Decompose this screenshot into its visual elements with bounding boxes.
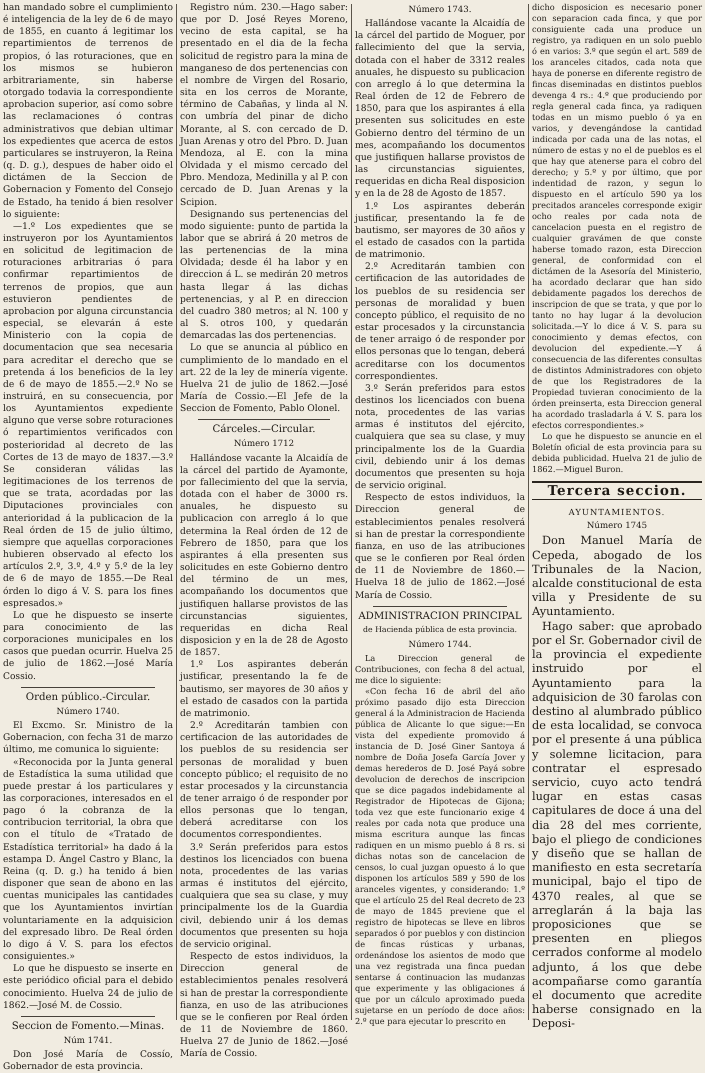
paragraph: Hallándose vacante la Alcaidía de la cárcel del partido de Ayamonte, por fallecimiento del que la servia, dotada con el haber de 3000 rs. anuales, he dispuesto su publicacion con arreglo á lo que determina la Real órden de 12 de Febrero de 1850, para que los aspirantes á ella presenten sus solicitudes en este Gobierno dentro del término de un mes, acompañando los documentos que justifiquen hallarse provistos de las circunstancias siguientes, requeridas en dicha Real disposicion y en la de 28 de Agosto de 1857. <box>180 453 348 659</box>
item-number: Número 1743. <box>408 5 472 15</box>
paragraph: Don Manuel María de Cepeda, abogado de los Tribunales de la Nacion, alcalde constitucional de esta villa y Presidente de su Ayuntamiento. <box>532 534 702 619</box>
item-number: Número 1745 <box>586 521 648 532</box>
item-number: Número 1712 <box>233 439 295 450</box>
item-number: Número 1744. <box>408 639 472 650</box>
paragraph: han mandado sobre el cumplimiento é inteligencia de la ley de 6 de mayo de 1855, en cuanto á legitimar los repartimientos de terrenos de propios, ó las roturaciones, que en los mismos se hubieron arbitrariamente, sin haberse otorgado todavia la correspondiente aprobacion superior, así como sobre las reclamaciones ó contras administrativos que debian ultimar los expedientes que acerca de estos particulares se instruyeron, la Reina (q. D. g.), despues de haber oido el dictámen de la Seccion de Gobernacion y Fomento del Consejo de Estado, ha tenido á bien resolver lo siguiente: <box>3 3 173 220</box>
divider <box>532 499 702 500</box>
paragraph: El Excmo. Sr. Ministro de la Gobernacion, con fecha 31 de marzo último, me comunica lo siguiente: <box>3 721 173 756</box>
column-rule <box>528 4 529 1020</box>
paragraph: 2.º Acreditarán tambien con certificacion de las autoridades de los pueblos de su residencia ser personas de moralidad y buen concepto público; el requisito de no estar procesados y la circunstancia de tener arraigo ó de responder por ellos personas que lo tengan, deberá acreditarse con los documentos correspondientes. <box>180 721 348 841</box>
paragraph: Lo que he dispuesto se anuncie en el Boletín oficial de esta provincia para su debida publicidad. Huelva 21 de julio de 1862.—Miguel Buron. <box>532 431 702 474</box>
paragraph: 3.º Serán preferidos para estos destinos los licenciados con buena nota, procedentes de las varias armas é institutos del ejército, cualquiera que sea su clase, y muy principalmente los de la Guardia civil, debiendo unir á los demas documentos que presenten su hoja de servicio original. <box>180 842 348 950</box>
section-title: Tercera seccion. <box>547 483 687 499</box>
paragraph: Designando sus pertenencias del modo siguiente: punto de partida la labor que se abrirá á 20 metros de las pertenencias de la mina Olvidada; desde él ha labor y en direccion á L. se medirán 20 metros hasta llegar á las dichas pertenencias, y al P. en direccion del cuadro 380 metros; al N. 100 y al S. otros 100, y quedarán demarcadas las dos pertenencias. <box>180 209 348 342</box>
section-subheading: AYUNTAMIENTOS. <box>568 507 666 518</box>
paragraph: 2.º Acreditarán tambien con certificacion de las autoridades de los pueblos de su residencia ser personas de moralidad y buen concepto público, el requisito de no estar procesados y la circunstancia de tener arraigo ó de responder por ellos personas que lo tengan, deberá acreditarse con los documentos correspondientes. <box>355 262 525 382</box>
paragraph: 1.º Los aspirantes deberán justificar, presentando la fe de bautismo, ser mayores de 30 años y el estado de casados con la partida de matrimonio. <box>180 660 348 719</box>
paragraph: dicho disposicion es necesario poner con separacion cada finca, y que por consiguiente cada una produce un registro, ya radiquen en un solo pueblo ó en varios: 3.º que según el art. 589 de los aranceles citados, cada nota que haya de ponerse en diferente registro de fincas diseminadas en distintos pueblos devenga 4 rs.: 4.º que produciendo por regla general cada finca, ya radiquen todas en un mismo pueblo ó ya en varios, y devengándose la cantidad indicada por cada una de las notas, el número de estas y no el de pueblos es el que hay que atenerse para el cobro del derecho; y 5.º y por último, que por indentidad de razon, y segun lo dispuesto en el artículo 590 ya los precitados aranceles corresponde exigir ocho reales por cada nota de cancelacion puesta en el registro de cualquier gravámen de que conste haberse tomado razon, esta Direccion general, de conformidad con el dictámen de la Asesoría del Ministerio, ha acordado declarar que han sido debidamente pagados los derechos de inscripcion de que se trata, y que por lo tanto no hay lugar á la devolucion solicitada.—Y lo dice á V. S. para su conocimiento y demas efectos, con devolucion del expediente.—Y á consecuencia de las diferentes consultas de distintos Administradores con objeto de que los Registradores de la Propiedad tuvieran conocimiento de la órden preinserta, esta Direccion general ha acordado trasladarla á V. S. para los efectos correspondientes.» <box>532 2 702 430</box>
announcement <box>532 534 702 1031</box>
column-4 <box>532 2 702 1031</box>
section-heading: Orden público.-Circular. <box>25 691 151 703</box>
paragraph: «Reconocida por la Junta general de Estadística la suma utilidad que puede prestar á los particulares y las corporaciones, interesados en el pago ó la cobranza de la contribucion territorial, la obra que con el título de «Tratado de Estadística territorial» ha dado á la estampa D. Ángel Castro y Blanc, la Reina (q. D. g.) ha tenido á bien disponer que sean de abono en las cuentas municipales las cantidades que los Ayuntamientos invirtían voluntariamente en la adquisicion del expresado libro. De Real órden lo digo á V. S. para los efectos consiguientes.» <box>3 757 173 963</box>
paragraph: 1.º Los aspirantes deberán justificar, presentando la fe de bautismo, ser mayores de 30 años y el estado de casados con la partida de matrimonio. <box>355 201 525 261</box>
divider <box>21 1016 155 1017</box>
section-subheading: de Hacienda pública de esta provincia. <box>363 624 517 634</box>
paragraph: 3.º Serán preferidos para estos destinos los licenciados con buena nota, procedentes de las varias armas é institutos del ejército, cualquiera que sea su clase, y muy principalmente los de la Guardia civil, debiendo unir á los demas documentos que presenten su hoja de servicio original. <box>355 383 525 492</box>
paragraph: Don José María de Cossío, Gobernador de esta provincia. <box>3 1050 173 1073</box>
paragraph: Lo que se anuncia al público en cumplimiento de lo mandado en el art. 22 de la ley de minería vigente. Huelva 21 de julio de 1862.—José María de Cossio.—El Jefe de la Seccion de Fomento, Pablo Olonel. <box>180 343 348 415</box>
paragraph: Respecto de estos individuos, la Direccion general de establecimientos penales resolverá si han de prestar la correspondiente fianza, en uso de las atribuciones que se le confieren por Real órden de 11 de Noviembre de 1860. Huelva 27 de Junio de 1862.—José María de Cossio. <box>180 952 348 1060</box>
item-number: Número 1740. <box>56 706 120 717</box>
column-3 <box>355 2 526 1026</box>
section-heading: ADMINISTRACION PRINCIPAL <box>358 610 522 622</box>
section-heading: Seccion de Fomento.—Minas. <box>11 1020 165 1032</box>
paragraph: Hallándose vacante la Alcaidía de la cárcel del partido de Moguer, por fallecimiento del que la servia, dotada con el haber de 3312 reales anuales, he dispuesto su publicacion con arreglo á lo que determina la Real órden de 12 de Febrero de 1850, para que los aspirantes á ella presenten sus solicitudes en este Gobierno dentro del término de un mes, acompañando los documentos que justifiquen hallarse provistos de las circunstancias siguientes, requeridas en dicha Real disposicion y en la de 28 de Agosto de 1857. <box>355 19 526 200</box>
divider <box>21 687 155 688</box>
paragraph: Registro núm. 230.—Hago saber: que por D. José Reyes Moreno, vecino de esta capital, se ha presentado en el dia de la fecha solicitud de registro para la mina de manganeso de dos pertenencias con el nombre de Virgen del Rosario, sita en los cerros de Morante, término de Cabañas, y linda al N. con umbría del pinar de dicho Morante, al S. con cercado de D. Juan Arenas y otro del Pbro. D. Juan Mendoza, al E. con la mina Olvidada y el mismo cercado del Pbro. Mendoza, Medinilla y al P. con cercado de D. Juan Arenas y la Scipion. <box>180 3 348 208</box>
column-1 <box>3 2 173 1073</box>
paragraph: Respecto de estos individuos, la Direccion general de establecimientos penales resolverá si han de prestar la correspondiente fianza, en uso de las atribuciones que se le confieren por Real órden de 11 de Noviembre de 1860.—Huelva 18 de julio de 1862.—José María de Cossio. <box>355 493 525 601</box>
column-rule <box>176 4 177 1020</box>
paragraph: «Con fecha 16 de abril del año próximo pasado dijo esta Direccion general á la Administracion de Hacienda pública de Alicante lo que sigue:—En vista del expediente promovido á instancia de D. José Giner Santoya á nombre de Doña Josefa García Jover y demas herederos de D. José Payá sobre devolucion de derechos de inscripcion que se dice pagados indebidamente al Registrador de Hipotecas de Gijona; toda vez que este funcionario exige 4 reales por cada nota que produce una misma escritura aunque las fincas radiquen en un mismo pueblo á 8 rs. si dichas notas son de cancelacion de censos, lo cual juzgan opuesto á lo que disponen los artículos 589 y 590 de los aranceles vigentes, y considerando: 1.º que el artículo 25 del Real decreto de 23 de mayo de 1845 previene que el registro de hipotecas se lleve en libros separados ó por pueblos y con distincion de fincas rústicas y urbanas, ordenándose los asientos de modo que una vez registrada una finca puedan sentarse á continuacion las mudanzas que experimente y las obligaciones á que por un cálculo aproximado pueda sujetarse en un período de doce años: 2.º que para ejecutar lo prescrito en <box>355 685 525 1026</box>
paragraph: —1.º Los expedientes que se instruyeron por los Ayuntamientos en solicitud de legitimacion de roturaciones arbitrarias ó para confirmar repartimientos de terrenos de propios, que aun estuvieron pendientes de aprobacion por alguna circunstancia especial, se elevarán á este Ministerio con la copia de documentacion que sea necesaria para acreditar el derecho que se pretenda á los beneficios de la ley de 6 de mayo de 1855.—2.º No se instruirá, en su consecuencia, por los Ayuntamientos expediente alguno que verse sobre roturaciones ó repartimientos verificados con posterioridad al decreto de las Cortes de 13 de mayo de 1837.—3.º Se consideran válidas las legitimaciones de los terrenos de que se trata, acordadas por las Diputaciones provinciales con anterioridad á la publicacion de la Real órden de 15 de julio último, siempre que aquellas corporaciones hubieren observado al efecto los artículos 2.º, 3.º, 4.º y 5.º de la ley de 6 de mayo de 1855.—De Real órden lo digo á V. S. para los fines espresados.» <box>3 221 173 609</box>
section-heading: Cárceles.—Circular. <box>212 424 316 436</box>
divider <box>198 419 330 420</box>
column-rule <box>351 4 352 1020</box>
paragraph: Lo que he dispuesto se inserte para conocimiento de las corporaciones municipales en los casos que puedan ocurrir. Huelva 25 de julio de 1862.—José María Cossio. <box>3 610 173 682</box>
paragraph: Lo que he dispuesto se inserte en este periódico oficial para el debido conocimiento. Huelva 24 de julio de 1862.—José M. de Cossio. <box>3 964 173 1011</box>
paragraph: Hago saber: que aprobado por el Sr. Gobernador civil de la provincia el expediente instruido por el Ayuntamiento para la adquisicion de 30 farolas con destino al alumbrado público de esta localidad, se convoca por el presente á una pública y solemne licitacion, para contratar el espresado servicio, cuyo acto tendrá lugar en estas casas capitulares de doce á una del dia 28 del mes corriente, bajo el pliego de condiciones y diseño que se hallan de manifiesto en esta secretaría municipal, bajo el tipo de 4370 reales, al que se arreglarán á la baja las proposiciones que se presenten en pliegos cerrados conforme al modelo adjunto, á los que debe acompañarse como garantía el documento que acredite haberse consignado en la Deposi- <box>532 619 702 1031</box>
column-2 <box>180 2 348 1060</box>
paragraph: La Direccion general de Contribuciones, con fecha 8 del actual, me dice lo siguiente: <box>355 652 525 685</box>
item-number: Núm 1741. <box>63 1035 113 1046</box>
divider <box>373 606 507 607</box>
